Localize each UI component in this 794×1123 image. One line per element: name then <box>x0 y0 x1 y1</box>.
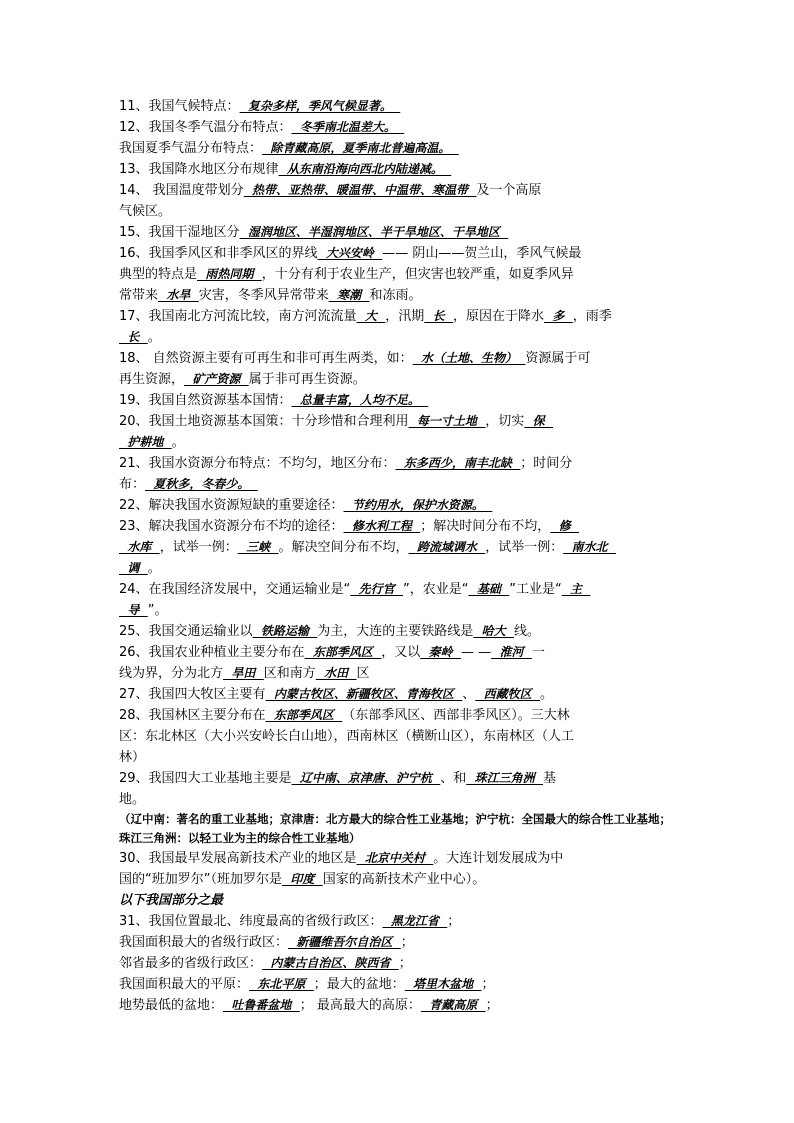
question-text: 20、我国土地资源基本国策：十分珍惜和合理利用 <box>119 414 409 429</box>
question-text-cont: （东部季风区、西部非季风区）。三大林 <box>342 708 570 723</box>
answer-blank: 长 <box>119 330 148 344</box>
question-text: 26、我国农业种植业主要分布在 <box>119 645 305 660</box>
question-text: 国的“班加罗尔”（班加罗尔是 <box>119 872 282 887</box>
text-line <box>119 369 679 390</box>
answer-blank: 吐鲁番盆地 <box>223 998 300 1012</box>
answer-blank: 矿产资源 <box>184 372 249 386</box>
question-text-cont: ；时间分 <box>520 456 573 471</box>
answer-blank: 水（土地、生物） <box>412 351 526 365</box>
answer-blank: 寒潮 <box>328 288 370 302</box>
answer-blank: 基础 <box>468 582 510 596</box>
question-text-cont: 资源属于可 <box>525 351 591 366</box>
question-text: 21、我国水资源分布特点：不均匀，地区分布： <box>119 456 396 471</box>
answer-blank: 先行官 <box>350 582 403 596</box>
answer-blank: 跨流域调水 <box>408 540 486 554</box>
question-text: 22、解决我国水资源短缺的重要途径： <box>119 498 344 513</box>
answer-blank: 东部季风区 <box>304 645 382 659</box>
text-line <box>119 96 679 117</box>
answer-block-30 <box>119 848 679 890</box>
question-text: 气候区。 <box>119 204 172 219</box>
answer-blank: 铁路运输 <box>252 624 318 638</box>
question-text-cont: ，切实 <box>485 414 525 429</box>
text-line <box>119 264 679 285</box>
question-text: 12、我国冬季气温分布特点： <box>119 120 292 135</box>
answer-blank: 保 <box>524 414 553 428</box>
question-text-cont: 基 <box>543 771 557 786</box>
question-text-cont: ，十分有利于农业生产，但灾害也较严重，如夏季风异 <box>261 267 574 282</box>
question-text-cont: 区和南方 <box>263 666 316 681</box>
answer-blank: 东部季风区 <box>265 708 343 722</box>
answer-blank: 节约用水，保护水资源。 <box>343 498 493 512</box>
answer-blank: 主 <box>561 582 591 596</box>
text-line <box>119 642 679 663</box>
answer-blank: 新疆维吾尔自治区 <box>288 935 401 949</box>
question-text: 邻省最多的省级行政区： <box>119 956 263 971</box>
text-line <box>119 953 679 974</box>
question-text-cont: 国家的高新技术产业中心）。 <box>322 872 486 887</box>
text-line <box>119 474 679 495</box>
question-text-cont: 一 <box>531 645 545 660</box>
question-text: 11、我国气候特点： <box>119 99 240 114</box>
question-text-cont: ； <box>398 956 412 971</box>
question-text-cont: 属于非可再生资源。 <box>248 372 366 387</box>
text-line <box>119 285 679 306</box>
text-line <box>119 848 679 869</box>
question-text-cont: 。大连计划发展成为中 <box>433 851 564 866</box>
text-line <box>119 390 679 411</box>
question-text: 25、我国交通运输业以 <box>119 624 253 639</box>
answer-blank: 西藏牧区 <box>475 687 540 701</box>
answer-blank: 南水北 <box>563 540 616 554</box>
answer-blank: 水旱 <box>158 288 199 302</box>
question-text-cont: ，试举一例： <box>159 540 238 555</box>
answer-blank: 长 <box>424 309 453 323</box>
question-text-cont: ； 最高最大的高原： <box>299 998 421 1013</box>
question-text: 常带来 <box>119 288 159 303</box>
answer-blank: 秦岭 <box>420 645 461 659</box>
question-text: 典型的特点是 <box>119 267 198 282</box>
question-text: 我国面积最大的平原： <box>119 977 250 992</box>
text-line <box>119 537 679 558</box>
question-text: 我国夏季气温分布特点： <box>119 141 263 156</box>
answer-blank: 印度 <box>281 872 323 886</box>
answer-blank: 导 <box>119 603 148 617</box>
text-line <box>119 705 679 726</box>
question-text: 地势最低的盆地： <box>119 998 224 1013</box>
answer-blank: 水库 <box>119 540 160 554</box>
text-line <box>119 495 679 516</box>
text-line <box>119 327 679 348</box>
text-line <box>119 869 679 890</box>
text-line <box>119 243 679 264</box>
question-text: 再生资源， <box>119 372 185 387</box>
question-text-cont: 区 <box>356 666 370 681</box>
question-text-cont: 。 <box>147 561 161 576</box>
answer-blank: 北京中关村 <box>356 851 434 865</box>
answer-blank: 淮河 <box>491 645 532 659</box>
question-text-cont: ； <box>481 977 495 992</box>
answer-blank: 修 <box>550 519 579 533</box>
answer-blank: 修水利工程 <box>343 519 421 533</box>
section-title: 以下我国部分之最 <box>119 893 224 908</box>
text-line <box>119 432 679 453</box>
question-text: 15、我国干湿地区分 <box>119 225 240 240</box>
question-text-cont: 。 <box>147 330 161 345</box>
question-text-cont: ”。 <box>147 603 168 618</box>
question-text-cont: ； <box>485 998 499 1013</box>
answer-blank: 哈大 <box>473 624 514 638</box>
question-text-cont: 及一个高原 <box>476 183 542 198</box>
question-text-cont: 。解决空间分布不均， <box>278 540 409 555</box>
question-text: 我国面积最大的省级行政区： <box>119 935 289 950</box>
question-text-cont: ，原因在于降水 <box>453 309 545 324</box>
question-text: 16、我国季风区和非季风区的界线 <box>119 246 318 261</box>
answer-blank: 从东南沿海向西北内陆递减。 <box>278 162 452 176</box>
answer-blank: 旱田 <box>223 666 264 680</box>
question-text: 24、在我国经济发展中，交通运输业是“ <box>119 582 351 597</box>
answer-blank: 除青藏高原，夏季南北普遍高温。 <box>262 141 459 155</box>
question-text: 18、 自然资源主要有可再生和非可再生两类，如： <box>119 351 413 366</box>
question-text-cont: — — <box>461 645 492 660</box>
question-text-cont: ，雨季 <box>572 309 612 324</box>
question-text-cont: ，又以 <box>381 645 421 660</box>
question-text-cont: ； <box>447 914 461 929</box>
question-text-cont: ”，农业是“ <box>403 582 469 597</box>
text-line <box>119 579 679 600</box>
text-line <box>119 726 679 747</box>
question-text: 27、我国四大牧区主要有 <box>119 687 266 702</box>
question-text: 29、我国四大工业基地主要是 <box>119 771 292 786</box>
question-text-cont: 、 <box>462 687 476 702</box>
text-line <box>119 411 679 432</box>
question-text-cont: 。 <box>540 687 554 702</box>
question-text: 31、我国位置最北、纬度最高的省级行政区： <box>119 914 383 929</box>
question-text: 13、我国降水地区分布规律 <box>119 162 279 177</box>
question-text-cont: 灾害，冬季风异常带来 <box>198 288 329 303</box>
answer-blank: 热带、亚热带、暖温带、中温带、寒温带 <box>243 183 477 197</box>
text-line <box>119 558 679 579</box>
text-line <box>119 995 679 1016</box>
answer-blank: 夏秋多，冬春少。 <box>145 477 258 491</box>
question-text: 14、 我国温度带划分 <box>119 183 244 198</box>
question-text-cont: ，汛期 <box>385 309 425 324</box>
answer-blank: 复杂多样，季风气候显著。 <box>239 99 401 113</box>
text-line <box>119 789 679 810</box>
answer-blank: 东北平原 <box>249 977 314 991</box>
text-line <box>119 117 679 138</box>
answer-blank: 大 <box>356 309 386 323</box>
text-line <box>119 306 679 327</box>
question-text-cont: 为主，大连的主要铁路线是 <box>317 624 474 639</box>
text-line <box>119 768 679 789</box>
text-line <box>119 453 679 474</box>
answer-blank: 辽中南、京津唐、沪宁杭 <box>291 771 441 785</box>
text-line <box>119 201 679 222</box>
question-text-cont: 。 <box>171 435 185 450</box>
question-text: 线为界，分为北方 <box>119 666 224 681</box>
answer-blank: 多 <box>544 309 573 323</box>
answer-blank: 总量丰富，人均不足。 <box>291 393 429 407</box>
question-text: 布： <box>119 477 146 492</box>
text-line <box>119 663 679 684</box>
question-text: 23、解决我国水资源分布不均的途径： <box>119 519 344 534</box>
question-text-cont: 和冻雨。 <box>369 288 422 303</box>
question-text-cont: ；解决时间分布不均， <box>420 519 551 534</box>
answer-blank: 内蒙古自治区、陕西省 <box>262 956 399 970</box>
text-line <box>119 159 679 180</box>
answer-blank: 东多西少，南丰北缺 <box>395 456 521 470</box>
answer-blank: 调 <box>119 561 148 575</box>
text-line <box>119 911 679 932</box>
question-text-cont: ，试举一例： <box>485 540 564 555</box>
question-text-cont: —— 阴山——贺兰山，季风气候最 <box>382 246 582 261</box>
answer-blank: 护耕地 <box>119 435 172 449</box>
question-text: 区：东北林区（大小兴安岭长白山地），西南林区（横断山区），东南林区（人工 <box>119 729 575 744</box>
question-text-cont: 线。 <box>514 624 541 639</box>
answer-blank: 珠江三角洲 <box>466 771 543 785</box>
text-line <box>119 222 679 243</box>
answer-blank: 青藏高原 <box>420 998 486 1012</box>
answer-blank: 每一寸土地 <box>408 414 486 428</box>
answer-block-11-29 <box>119 96 679 810</box>
answer-block-31 <box>119 911 679 1016</box>
question-text-cont: ；最大的盆地： <box>313 977 405 992</box>
industrial-base-note: （辽中南：著名的重工业基地；京津唐：北方最大的综合性工业基地；沪宁杭：全国最大的综合性工业基地；珠江三角洲：以轻工业为主的综合性工业基地） <box>119 812 671 845</box>
text-line <box>119 516 679 537</box>
text-line <box>119 684 679 705</box>
answer-blank: 水田 <box>315 666 357 680</box>
question-text: 林） <box>119 750 146 765</box>
question-text: 17、我国南北方河流比较，南方河流流量 <box>119 309 357 324</box>
question-text-cont: 、和 <box>440 771 467 786</box>
question-text: 19、我国自然资源基本国情： <box>119 393 292 408</box>
answer-blank: 内蒙古牧区、新疆牧区、青海牧区 <box>265 687 463 701</box>
text-line <box>119 932 679 953</box>
text-line <box>119 747 679 768</box>
answer-blank: 大兴安岭 <box>317 246 383 260</box>
answer-blank: 三峡 <box>237 540 279 554</box>
text-line <box>119 180 679 201</box>
text-line <box>119 974 679 995</box>
answer-blank: 黑龙江省 <box>382 914 448 928</box>
text-line <box>119 138 679 159</box>
text-line <box>119 600 679 621</box>
question-text-cont: ； <box>400 935 414 950</box>
answer-blank: 塔里木盆地 <box>404 977 482 991</box>
document-page <box>119 96 679 1016</box>
text-line <box>119 621 679 642</box>
question-text-cont: ”工业是“ <box>509 582 562 597</box>
question-text: 28、我国林区主要分布在 <box>119 708 266 723</box>
question-text: 30、我国最早发展高新技术产业的地区是 <box>119 851 357 866</box>
text-line <box>119 348 679 369</box>
answer-blank: 冬季南北温差大。 <box>291 120 405 134</box>
answer-blank: 湿润地区、半湿润地区、半干旱地区、干旱地区 <box>239 225 509 239</box>
question-text: 地。 <box>119 792 146 807</box>
answer-blank: 雨热同期 <box>197 267 262 281</box>
